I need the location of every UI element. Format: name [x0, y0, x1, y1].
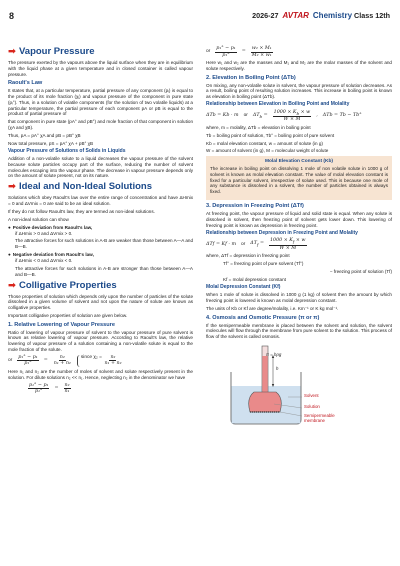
definition: Kf = molal depression constant	[223, 277, 286, 283]
definition: where, m = molality, ΔTb = elevation in boiling point	[206, 124, 311, 130]
paragraph: The units of Kb or Kf are degree/molality, i.e. Km⁻¹ or K kg mol⁻¹.	[206, 305, 339, 311]
paragraph: If they do not follow Raoult's law, they are termed as non-ideal solutions.	[8, 208, 155, 214]
paragraph: Here w₁ and w₂ are the masses and M₁ and M₂ are the molar masses of the solvent and solute respectively.	[206, 60, 392, 71]
book-subject: Chemistry	[312, 11, 353, 20]
bullet-title: Negative deviation from Raoult's law,	[12, 252, 94, 258]
left-column	[8, 44, 193, 397]
or-label: or	[206, 49, 211, 55]
subheading: Relationship between Depression in Freezing Point and Molality	[206, 229, 358, 236]
bullet-description: The attractive forces for such solutions in A-B are weaker than those between A—A and B—B.	[15, 238, 193, 250]
equation-bp: ΔTb = Kb · m or $\Delta T_b$ = $\frac{1000 \times K_b \times w}{W \times M}$ , ΔTb = Tb − Tb°	[206, 109, 362, 123]
brand-logo: AVTAR	[282, 11, 309, 20]
section-vapour-pressure	[8, 46, 193, 57]
subheading: 2. Elevation in Boiling Point (ΔTb)	[206, 74, 296, 81]
subheading: Vapour Pressure of Solutions of Solids in Liquids	[8, 147, 126, 154]
fraction: $\frac{\text{p₁° − p₁}}{\text{p₁°}}$	[216, 46, 236, 58]
arrow-icon: ➡	[8, 181, 16, 193]
molal-elevation-box	[206, 156, 392, 200]
subheading: 1. Relative Lowering of Vapour Pressure	[8, 321, 115, 328]
bullet-icon: ●	[8, 224, 11, 230]
solution-label: Solution	[304, 404, 320, 410]
paragraph: Here n₁ and n₂ are the number of moles of solvent and solute respectively present in the solution. For dilute solutions n₂ << n₁. Hence, neglecting n₂ in the denominator we have	[8, 368, 193, 380]
page-header	[0, 0, 400, 44]
fraction: $\frac{\text{n₂}}{\text{n₁}}$	[64, 382, 70, 395]
membrane-label: Semipermeable membrane	[304, 413, 335, 424]
fraction: $\frac{\text{n₂}}{\text{n₁ + n₂}}$	[104, 354, 122, 367]
subheading: Relationship between Elevation in Boiling Point and Molality	[206, 100, 350, 107]
fraction: $\frac{\text{w₂ × M₁}}{\text{M₂ × w₁}}$	[251, 46, 272, 58]
definition: W = amount of solvent (in g), M = molecular weight of solute	[206, 148, 329, 154]
definition: Kb = molal elevation constant, w = amount of solute (in g)	[206, 140, 323, 146]
section-colligative	[8, 280, 193, 291]
paragraph: A non-ideal solution can show	[8, 216, 69, 222]
page-number: 8	[9, 11, 15, 21]
paragraph: that component in pure state (pA° and pB°) and mole fraction of that component in solution (χA and χB).	[8, 119, 193, 130]
equation-fp: ΔTf = Kf · m or $\Delta T_f$ = $\frac{1000 \times K_f \times w}{W \times M}$	[206, 238, 306, 251]
fraction: $\frac{\text{p₁° − p₁}}{\text{p₁°}}$	[29, 382, 49, 395]
bullet-description: The attractive forces for such solutions in A-B are stronger than those between A—A and B—B.	[15, 265, 193, 277]
paragraph: Those properties of solution which depends only upon the number of particles of the solute dissolved in a given volume of solvent and not upon the nature of solute are known as colligative properties.	[8, 293, 193, 310]
paragraph: When 1 mole of solute is dissolved in 1000 g (1 kg) of solvent then the amount by which freezing point is lowered is known as molal depression constant.	[206, 292, 392, 303]
section-title: Vapour Pressure	[18, 46, 95, 57]
fraction: $\frac{\text{n₂}}{\text{n₁ + n₂}}$	[53, 354, 71, 367]
or-label: or	[8, 358, 13, 363]
definition: − freezing point of solution (Tf)	[329, 269, 392, 275]
paragraph: At freezing point, the vapour pressure of liquid and solid state is equal. When any solute is dissolved in solvent, then freezing point of solvent gets lower down. This lowering of freezing point is known as depression in freezing point.	[206, 211, 392, 228]
subheading: 4. Osmosis and Osmotic Pressure (π or π)	[206, 314, 320, 321]
bullet-title: Positive deviation from Raoult's law,	[12, 224, 93, 230]
paragraph: On mixing, any non-volatile solute in solvent, the vapour pressure of solution decreases. As a result, boiling point of resulting solution increases. This increase in boiling point is known as elevation in boiling point (ΔTb).	[206, 82, 392, 99]
bullet-condition: if ΔHmix > 0 and ΔVmix > 0.	[15, 230, 73, 236]
equation-rlvp: or $\frac{\text{p₁° − p₁}}{\text{p₁°}}$ = $\frac{\text{n₂}}{\text{n₁ + n₂}}$ since χ₂ = $\frac{\text{n₂}}{\text{n₁ + n₂}}$	[8, 354, 122, 367]
fraction: $\frac{1000 \times K_f \times w}{W \times M}$	[269, 238, 306, 251]
osmotic-pressure-label: π = hρg	[266, 352, 282, 358]
subheading: 3. Depression in Freezing Point (ΔTf)	[206, 203, 304, 210]
equation-masses: or $\frac{\text{p₁° − p₁}}{\text{p₁°}}$ = $\frac{\text{w₂ × M₁}}{\text{M₂ × w₁}}$	[206, 46, 272, 58]
subheading: Molal Depression Constant (Kf)	[206, 283, 281, 290]
fraction: $\frac{1000 \times K_b \times w}{W \times M}$	[273, 109, 311, 123]
definition: where, ΔTf = depression in freezing point	[206, 253, 290, 259]
equation-dilute: $\frac{\text{p₁° − p₁}}{\text{p₁°}}$ = $\frac{\text{n₂}}{\text{n₁}}$	[29, 382, 70, 395]
section-title: Colligative Properties	[18, 279, 117, 291]
height-label: h	[276, 366, 279, 372]
box-title: Molal Elevation Constant (Kb)	[265, 159, 333, 165]
osmosis-figure	[206, 342, 392, 434]
book-year: 2026-27	[252, 11, 279, 20]
box-text: The increase in boiling point on dissolving 1 mole of non volatile solute in 1000 g of solvent is known as molal elevation constant. The value of molal elevation constant is fixed for a particular solvent, irrespective of solute used. This is because one mole of any substance is dissolved in a solvent, the number of particles obtained is always fixed.	[210, 166, 388, 195]
paragraph: Important colligative properties of solution are given below.	[8, 312, 128, 318]
paragraph: Solutions which obey Raoult's law over the entire range of concentration and have ΔHmix = 0 and ΔVmix = 0 are said to be an ideal solution.	[8, 195, 193, 206]
definition: Tb = boiling point of solution, Tb° = boiling point of pure solvent	[206, 132, 335, 138]
solvent-label: Solvent	[304, 393, 319, 399]
book-class: Class 12th	[354, 11, 390, 20]
paragraph: Addition of a non-volatile solute to a liquid decreases the vapour pressure of the solvent because solute particles occupy part of the surface, reducing the number of solvent molecules escaping into the vapour phase. The decrease in vapour pressure depends only on the amount of solute present, not on its nature.	[8, 156, 193, 179]
subheading: Raoult's Law	[8, 80, 43, 87]
bullet-condition: if ΔHmix < 0 and ΔVmix < 0.	[15, 257, 73, 263]
bullet-icon: ●	[8, 252, 11, 258]
fraction: $\frac{\text{p₁° − p₁}}{\text{p₁°}}$	[18, 354, 38, 367]
paragraph: The pressure exerted by the vapours above the liquid surface when they are in equilibrium with the liquid phase at a given temperature and in closed container is called vapour pressure.	[8, 60, 193, 77]
section-ideal-solutions	[8, 181, 193, 192]
paragraph: Ratio of lowering of vapour pressure of solvent to the vapour pressure of pure solvent is known as relative lowering of vapour pressure. According to Raoult's law, the relative lowering of vapour pressure of a solution containing a non-volatile solute is equal to the mole fraction of the solute.	[8, 329, 193, 352]
right-column	[206, 44, 392, 434]
equation-text: Now total pressure, pS = pA° χA + pB° χB	[8, 140, 94, 146]
arrow-icon: ➡	[8, 279, 16, 291]
section-title: Ideal and Non-Ideal Solutions	[18, 181, 152, 193]
since-note: since χ₂ = $\frac{\text{n₂}}{\text{n₁ + n₂}}$	[77, 355, 123, 367]
paragraph: It states that, at a particular temperature, partial pressure of any component (pᵢ) is equal to the product of its mole fraction (χᵢ) and vapour pressure of the component in pure state (pᵢ°). Thus, in a solution of volatile components (for the solution of two volatile liquids) at a particular temperature, the partial pressure of each component pA or pB is equal to the product of partial pressure of	[8, 88, 193, 117]
book-title	[252, 11, 390, 20]
paragraph: If the semipermeable membrane is placed between the solvent and solution, the solvent molecules will flow through the membrane from pure solvent to the solution. This process of flow of the solvent is called osmosis.	[206, 322, 392, 340]
definition: Tf° = freezing point of pure solvent (Tf°)	[223, 261, 304, 267]
equation-text: Thus, pA = pA° χA and pB = pB° χB	[8, 132, 81, 138]
arrow-icon: ➡	[8, 46, 16, 57]
